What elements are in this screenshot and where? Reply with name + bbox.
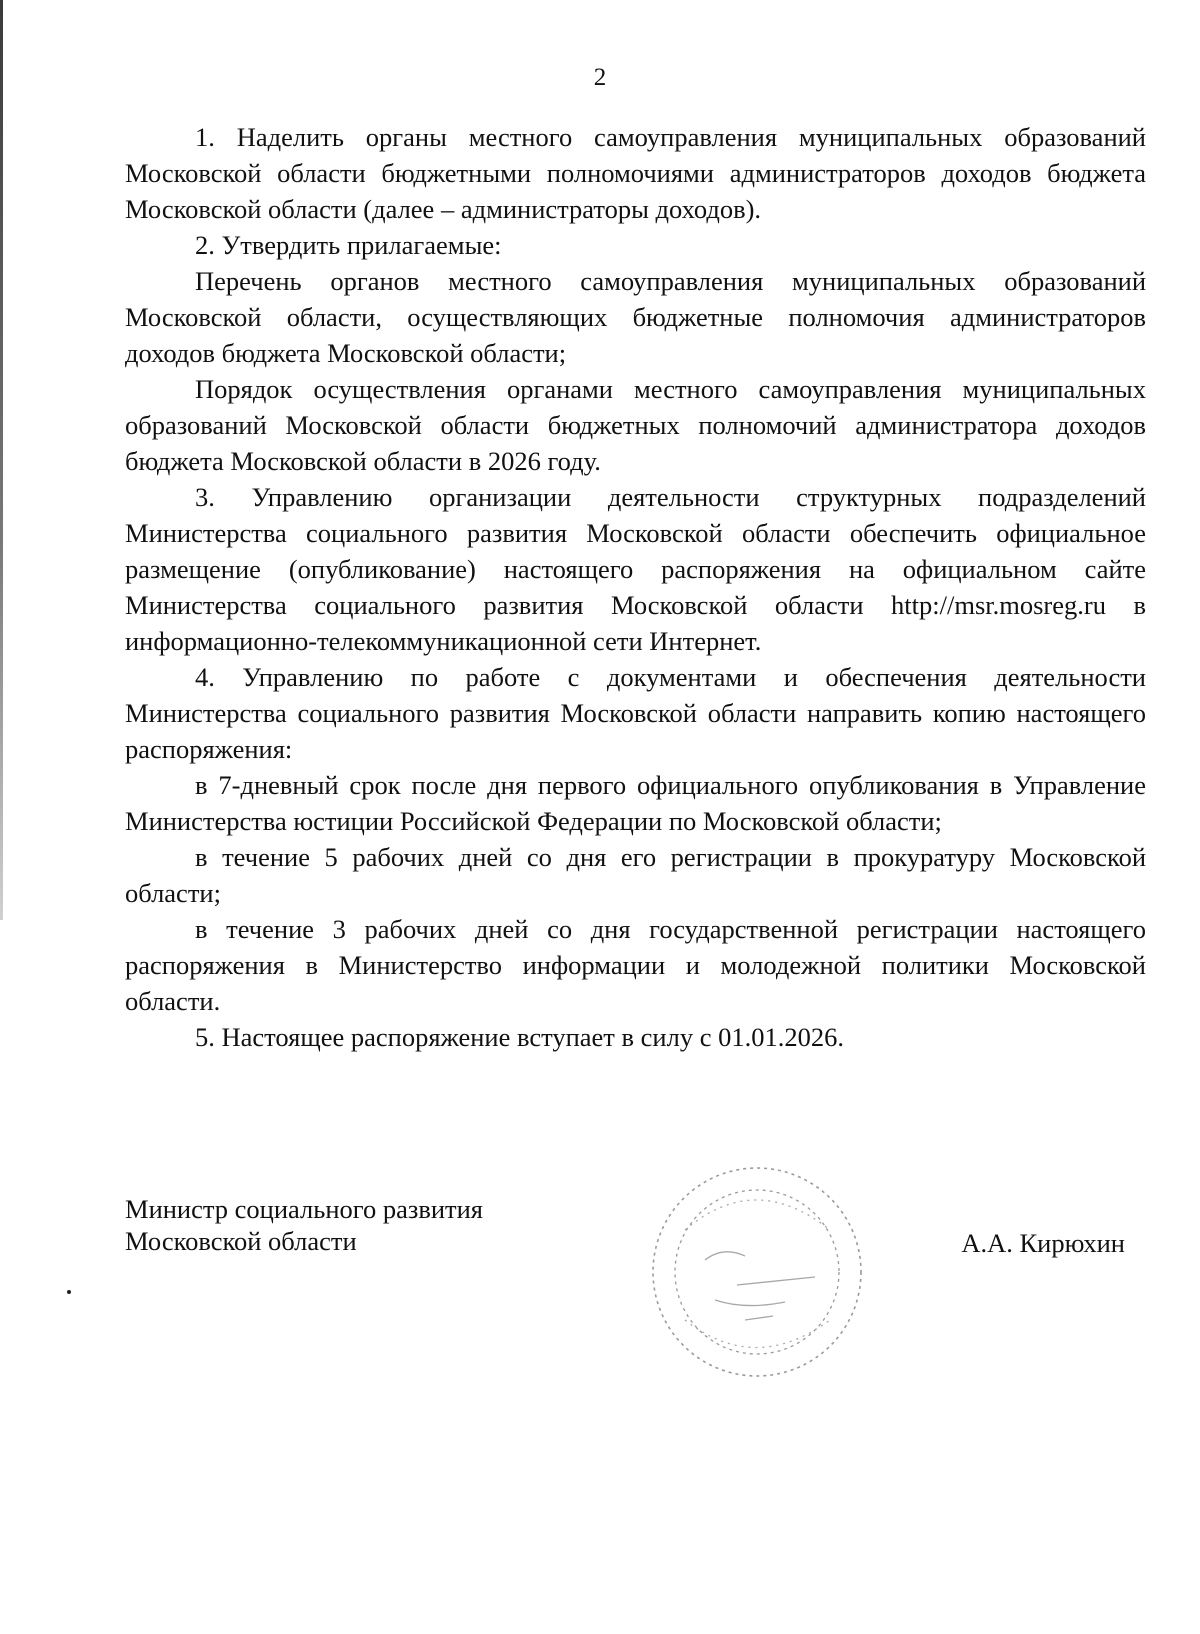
paragraph-4-item-1: в 7-дневный срок после дня первого официального опубликования в Управление Министерства юстиции Российской Федерации по Московской области; [125,770,1146,836]
paragraph-3: 3. Управлению организации деятельности структурных подразделений Министерства социального развития Московской области обеспечить официальное размещение (опубликование) настоящего распоряжения на официальном сайте Министерства социального развития Московской области http://msr.mosreg.ru в информационно-телекоммуникационной сети Интернет. [125,482,1146,656]
paragraph-4-item-2: в течение 5 рабочих дней со дня его регистрации в прокуратуру Московской области; [125,842,1146,908]
page-number: 2 [593,64,607,91]
paragraph-1: 1. Наделить органы местного самоуправления муниципальных образований Московской области бюджетными полномочиями администраторов доходов бюджета Московской области (далее – администраторы доходов). [125,122,1146,224]
paragraph-4-item-3: в течение 3 рабочих дней со дня государственной регистрации настоящего распоряжения в Министерство информации и молодежной политики Московской области. [125,914,1146,1016]
signatory-title [125,1193,483,1257]
signatory-title-line-2: Московской области [125,1226,357,1256]
scan-edge [0,0,3,920]
stray-mark [67,1290,71,1294]
paragraph-4: 4. Управлению по работе с документами и обеспечения деятельности Министерства социального развития Московской области направить копию настоящего распоряжения: [125,662,1146,764]
paragraph-2: 2. Утвердить прилагаемые: [195,230,502,260]
paragraph-5: 5. Настоящее распоряжение вступает в силу с 01.01.2026. [195,1022,844,1052]
signatory-title-line-1: Министр социального развития [125,1194,483,1224]
document-body [125,119,1146,1055]
paragraph-2-item-2: Порядок осуществления органами местного самоуправления муниципальных образований Московской области бюджетных полномочий администратора доходов бюджета Московской области в 2026 году. [125,374,1146,476]
signatory-name: А.А. Кирюхин [961,1228,1125,1258]
paragraph-2-item-1: Перечень органов местного самоуправления муниципальных образований Московской области, осуществляющих бюджетные полномочия администраторов доходов бюджета Московской области; [125,266,1146,368]
official-seal-icon [645,1160,870,1385]
